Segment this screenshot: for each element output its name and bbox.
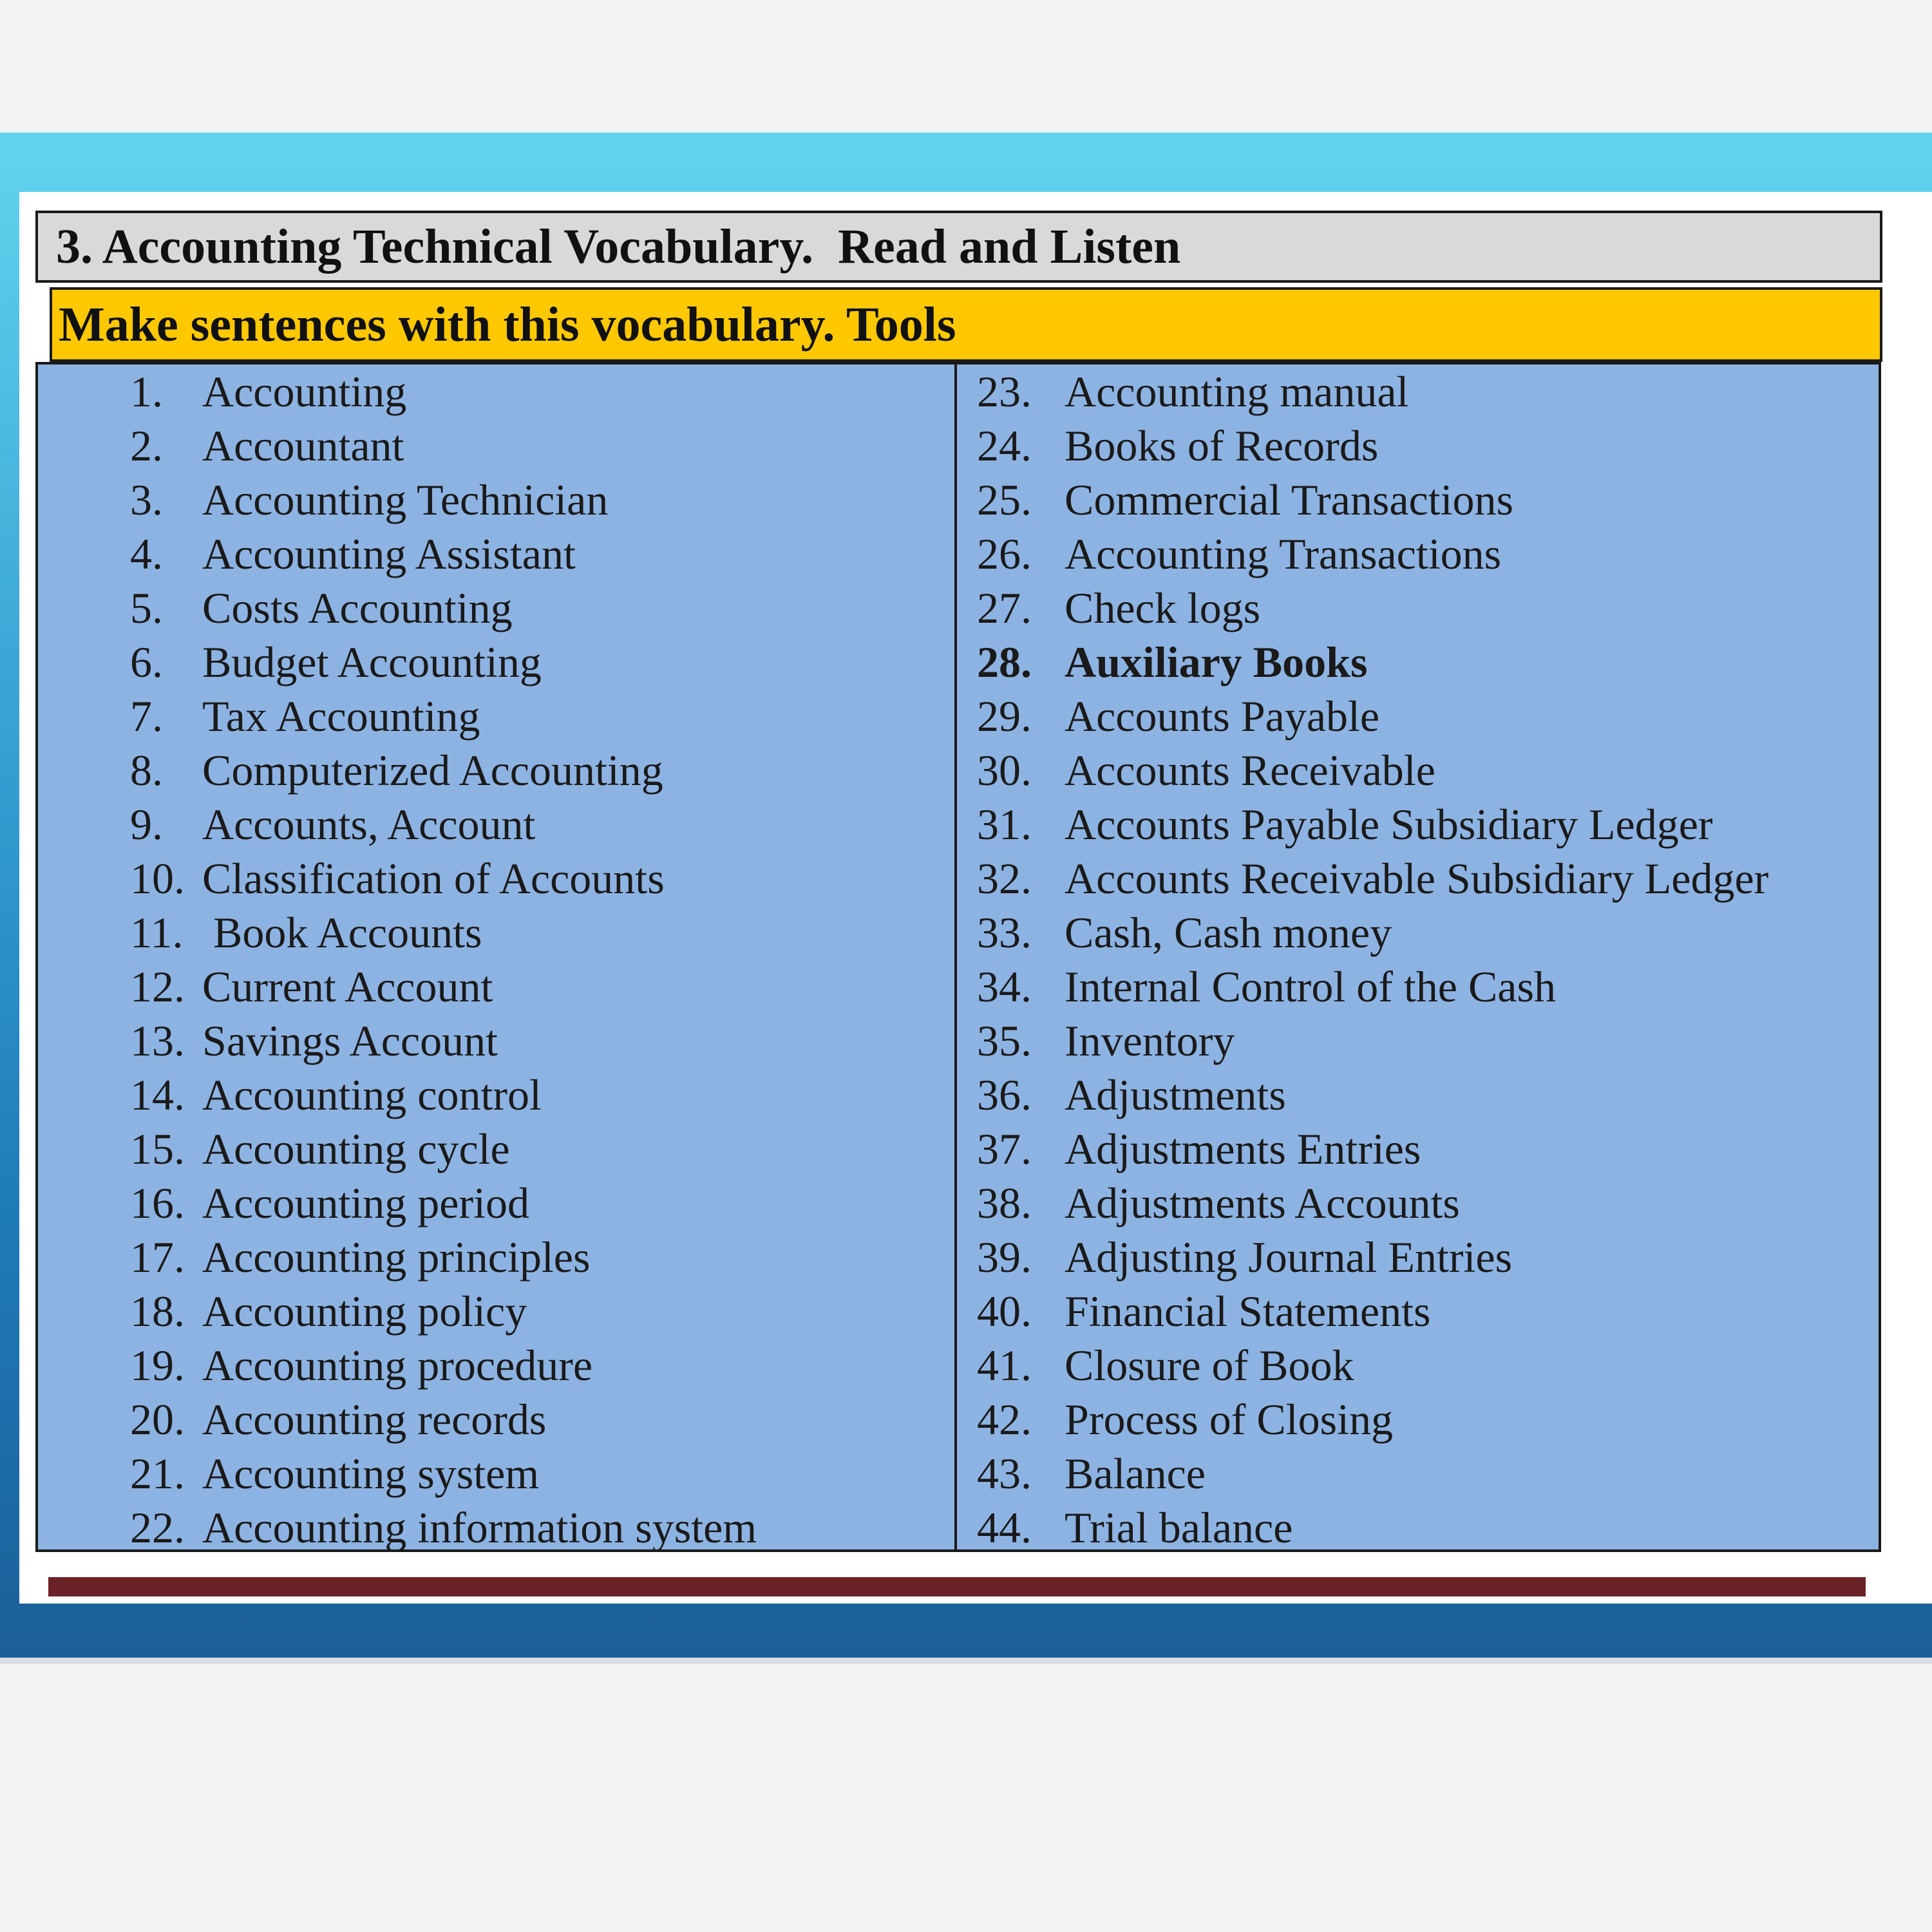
slide-bottom-edge <box>0 1658 1932 1664</box>
vocabulary-item-term: Accounting principles <box>202 1232 591 1282</box>
vocabulary-item-term: Accounting cycle <box>202 1124 510 1173</box>
vocabulary-item-term: Inventory <box>1065 1016 1235 1065</box>
vocabulary-item <box>130 1122 948 1176</box>
vocabulary-item <box>977 1176 1879 1230</box>
vocabulary-item-term: Process of Closing <box>1065 1394 1393 1444</box>
instruction-text: Make sentences with this vocabulary. Tools <box>59 297 956 352</box>
vocabulary-item <box>977 960 1879 1014</box>
vocabulary-item-term: Financial Statements <box>1065 1286 1431 1336</box>
vocabulary-item-term: Accounts Payable <box>1065 691 1380 741</box>
vocabulary-item-number: 38. <box>977 1178 1032 1227</box>
vocabulary-item-term: Book Accounts <box>202 907 482 957</box>
vocabulary-item-term: Accounting system <box>202 1448 540 1498</box>
vocabulary-item <box>977 1338 1879 1392</box>
vocabulary-item-number: 43. <box>977 1448 1032 1498</box>
vocabulary-item-number: 32. <box>977 853 1032 903</box>
vocabulary-item-number: 20. <box>130 1394 185 1444</box>
vocabulary-item-number: 37. <box>977 1124 1032 1173</box>
vocabulary-item-term: Computerized Accounting <box>202 745 663 795</box>
vocabulary-column-left <box>130 365 948 1555</box>
vocabulary-item <box>130 1068 948 1122</box>
vocabulary-item <box>130 1230 948 1284</box>
vocabulary-item-term: Balance <box>1065 1448 1206 1498</box>
vocabulary-item <box>977 1446 1879 1501</box>
vocabulary-item-number: 42. <box>977 1394 1032 1444</box>
vocabulary-item-number: 7. <box>130 691 163 741</box>
vocabulary-item <box>977 743 1879 797</box>
vocabulary-item <box>130 635 948 689</box>
vocabulary-item <box>130 1392 948 1446</box>
vocabulary-item-number: 17. <box>130 1232 185 1282</box>
vocabulary-item-term: Closure of Book <box>1065 1340 1354 1390</box>
vocabulary-item-number: 36. <box>977 1070 1032 1119</box>
vocabulary-item-number: 14. <box>130 1070 185 1119</box>
vocabulary-item-number: 24. <box>977 421 1032 470</box>
vocabulary-item-number: 34. <box>977 961 1032 1011</box>
vocabulary-item <box>130 905 948 960</box>
vocabulary-item-term: Cash, Cash money <box>1065 907 1392 957</box>
vocabulary-item-number: 10. <box>130 853 185 903</box>
vocabulary-item <box>130 797 948 851</box>
vocabulary-item-term: Commercial Transactions <box>1065 475 1513 524</box>
vocabulary-item-term: Adjustments Accounts <box>1065 1178 1460 1227</box>
vocabulary-item <box>130 1014 948 1068</box>
vocabulary-item-term: Tax Accounting <box>202 691 480 741</box>
vocabulary-item-number: 15. <box>130 1124 185 1173</box>
vocabulary-item-number: 26. <box>977 529 1032 578</box>
vocabulary-item-term: Accounting Assistant <box>202 529 576 578</box>
vocabulary-item-term: Accounting control <box>202 1070 542 1119</box>
vocabulary-item-term: Accounting policy <box>202 1286 527 1336</box>
vocabulary-item <box>130 743 948 797</box>
vocabulary-item <box>977 1284 1879 1338</box>
vocabulary-item <box>977 473 1879 527</box>
vocabulary-item <box>977 905 1879 960</box>
vocabulary-item-term: Adjustments Entries <box>1065 1124 1421 1173</box>
vocabulary-item-number: 27. <box>977 583 1032 632</box>
vocabulary-item-number: 16. <box>130 1178 185 1227</box>
title-bar <box>35 211 1882 283</box>
vocabulary-item-number: 35. <box>977 1016 1032 1065</box>
vocabulary-item-term: Classification of Accounts <box>202 853 665 903</box>
vocabulary-item <box>130 527 948 581</box>
vocabulary-item-term: Accounting <box>202 366 407 416</box>
vocabulary-item <box>130 419 948 473</box>
vocabulary-item-term: Adjusting Journal Entries <box>1065 1232 1513 1282</box>
vocabulary-item <box>977 419 1879 473</box>
vocabulary-item <box>130 1284 948 1338</box>
vocabulary-item-number: 30. <box>977 745 1032 795</box>
vocabulary-item-number: 28. <box>977 637 1032 687</box>
vocabulary-item-term: Accounting records <box>202 1394 547 1444</box>
vocabulary-item-number: 21. <box>130 1448 185 1498</box>
vocabulary-item-number: 22. <box>130 1502 185 1552</box>
vocabulary-item <box>977 1014 1879 1068</box>
vocabulary-item <box>977 527 1879 581</box>
column-divider <box>954 365 957 1549</box>
vocabulary-item-term: Budget Accounting <box>202 637 542 687</box>
vocabulary-item-number: 2. <box>130 421 163 470</box>
vocabulary-item-number: 40. <box>977 1286 1032 1336</box>
vocabulary-item-term: Current Account <box>202 961 493 1011</box>
vocabulary-column-right <box>977 365 1879 1555</box>
vocabulary-item <box>130 1176 948 1230</box>
vocabulary-item <box>130 581 948 635</box>
vocabulary-item-term: Check logs <box>1065 583 1261 632</box>
vocabulary-item <box>977 689 1879 743</box>
vocabulary-item-term: Trial balance <box>1065 1502 1293 1552</box>
vocabulary-item-number: 44. <box>977 1502 1032 1552</box>
vocabulary-item-number: 11. <box>130 907 184 957</box>
vocabulary-item <box>977 1122 1879 1176</box>
vocabulary-item-number: 12. <box>130 961 185 1011</box>
vocabulary-item <box>977 1501 1879 1555</box>
vocabulary-item <box>977 1392 1879 1446</box>
vocabulary-item-term: Auxiliary Books <box>1065 637 1368 687</box>
vocabulary-item-number: 23. <box>977 366 1032 416</box>
vocabulary-item <box>130 365 948 419</box>
vocabulary-item-number: 18. <box>130 1286 185 1336</box>
vocabulary-item <box>977 1230 1879 1284</box>
vocabulary-item-number: 1. <box>130 366 163 416</box>
vocabulary-item-number: 8. <box>130 745 163 795</box>
vocabulary-item-term: Accounting procedure <box>202 1340 593 1390</box>
vocabulary-item-number: 29. <box>977 691 1032 741</box>
vocabulary-item <box>977 635 1879 689</box>
vocabulary-item-term: Accounting Technician <box>202 475 609 524</box>
vocabulary-item-term: Accounts Receivable <box>1065 745 1435 795</box>
vocabulary-item <box>977 1068 1879 1122</box>
vocabulary-item-term: Adjustments <box>1065 1070 1286 1119</box>
vocabulary-item-term: Savings Account <box>202 1016 498 1065</box>
vocabulary-item-term: Accountant <box>202 421 404 470</box>
vocabulary-item-term: Accounts, Account <box>202 799 536 849</box>
vocabulary-item <box>130 1446 948 1501</box>
vocabulary-item-number: 5. <box>130 583 163 632</box>
vocabulary-item-number: 31. <box>977 799 1032 849</box>
vocabulary-item-term: Accounts Payable Subsidiary Ledger <box>1065 799 1713 849</box>
vocabulary-item <box>977 797 1879 851</box>
vocabulary-item-number: 3. <box>130 475 163 524</box>
vocabulary-item-term: Accounting manual <box>1065 366 1409 416</box>
vocabulary-item-term: Accounting Transactions <box>1065 529 1502 578</box>
vocabulary-table <box>35 362 1881 1552</box>
vocabulary-item-term: Internal Control of the Cash <box>1065 961 1556 1011</box>
vocabulary-item <box>130 960 948 1014</box>
vocabulary-item-number: 13. <box>130 1016 185 1065</box>
vocabulary-item-term: Costs Accounting <box>202 583 513 632</box>
vocabulary-item <box>130 473 948 527</box>
vocabulary-item-number: 25. <box>977 475 1032 524</box>
vocabulary-item <box>977 581 1879 635</box>
vocabulary-item-term: Accounting information system <box>202 1502 757 1552</box>
vocabulary-item <box>977 851 1879 905</box>
vocabulary-item-number: 9. <box>130 799 163 849</box>
vocabulary-item-number: 6. <box>130 637 163 687</box>
vocabulary-item-number: 4. <box>130 529 163 578</box>
vocabulary-item-term: Accounting period <box>202 1178 529 1227</box>
vocabulary-item-number: 33. <box>977 907 1032 957</box>
vocabulary-item <box>130 851 948 905</box>
vocabulary-item-term: Books of Records <box>1065 421 1379 470</box>
vocabulary-item-number: 39. <box>977 1232 1032 1282</box>
page-title: 3. Accounting Technical Vocabulary. Read and Listen <box>56 219 1181 274</box>
vocabulary-item-number: 41. <box>977 1340 1032 1390</box>
vocabulary-item <box>977 365 1879 419</box>
vocabulary-item-number: 19. <box>130 1340 185 1390</box>
bottom-rule <box>48 1577 1866 1596</box>
vocabulary-item <box>130 1338 948 1392</box>
vocabulary-item <box>130 1501 948 1555</box>
vocabulary-item <box>130 689 948 743</box>
instruction-bar <box>50 287 1882 362</box>
vocabulary-item-term: Accounts Receivable Subsidiary Ledger <box>1065 853 1769 903</box>
